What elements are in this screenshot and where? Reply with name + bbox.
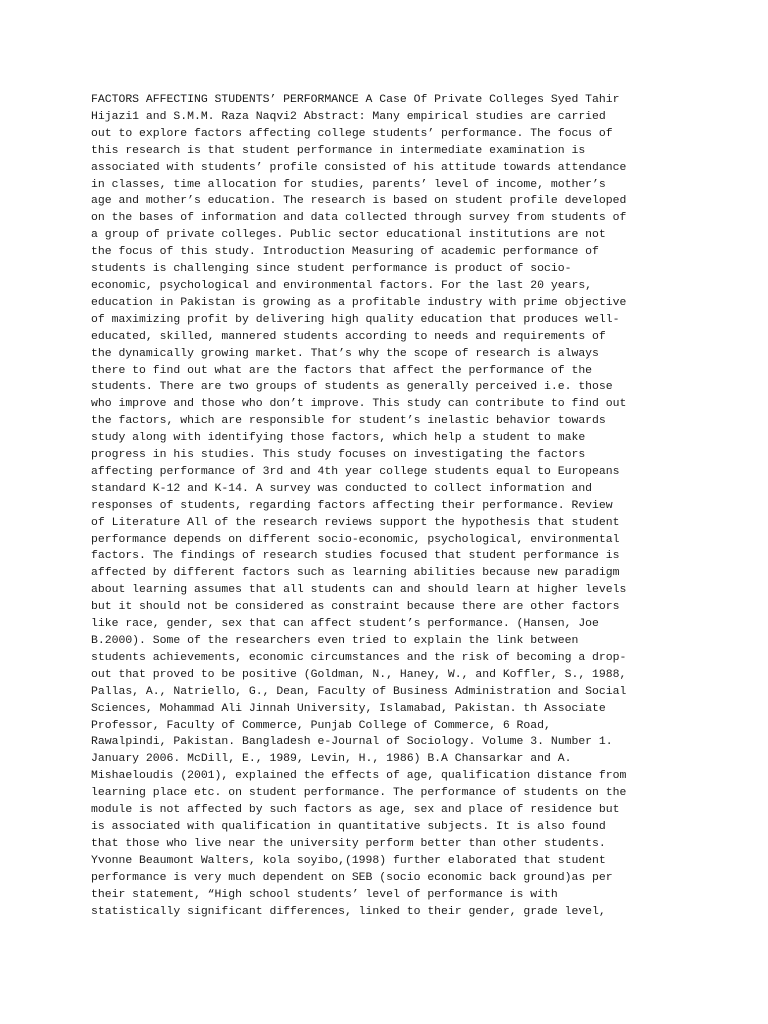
text-line: progress in his studies. This study focuses on investigating the factors — [91, 448, 586, 462]
text-line: economic, psychological and environmental factors. For the last 20 years, — [91, 278, 593, 292]
text-line: Professor, Faculty of Commerce, Punjab College of Commerce, 6 Road, — [91, 718, 551, 732]
text-line: of maximizing profit by delivering high quality education that produces well- — [91, 312, 620, 326]
text-line: there to find out what are the factors that affect the performance of the — [91, 363, 593, 377]
text-line: FACTORS AFFECTING STUDENTS’ PERFORMANCE A Case Of Private Colleges Syed Tahir — [91, 93, 620, 106]
text-line: performance depends on different socio-economic, psychological, environmental — [91, 532, 620, 546]
text-line: module is not affected by such factors as age, sex and place of residence but — [91, 803, 620, 817]
text-line: but it should not be considered as constraint because there are other factors — [91, 600, 620, 614]
text-line: about learning assumes that all students can and should learn at higher levels — [91, 583, 627, 597]
text-line: out that proved to be positive (Goldman, N., Haney, W., and Koffler, S., 1988, — [91, 667, 627, 681]
text-line: is associated with qualification in quantitative subjects. It is also found — [91, 819, 606, 833]
text-line: who improve and those who don’t improve. This study can contribute to find out — [91, 397, 627, 411]
text-line: education in Pakistan is growing as a profitable industry with prime objective — [91, 295, 627, 309]
text-line: the focus of this study. Introduction Measuring of academic performance of — [91, 245, 599, 259]
text-line: B.2000). Some of the researchers even tried to explain the link between — [91, 634, 579, 647]
text-line: January 2006. McDill, E., 1989, Levin, H., 1986) B.A Chansarkar and A. — [91, 752, 572, 766]
text-line: responses of students, regarding factors affecting their performance. Review — [91, 498, 613, 512]
text-line: in classes, time allocation for studies, parents’ level of income, mother’s — [91, 177, 606, 191]
text-line: students is challenging since student performance is product of socio- — [91, 262, 572, 276]
text-line: performance is very much dependent on SEB (socio economic back ground)as per — [91, 870, 613, 884]
text-line: the factors, which are responsible for student’s inelastic behavior towards — [91, 414, 606, 428]
text-line: affecting performance of 3rd and 4th year college students equal to Europeans — [91, 464, 620, 478]
text-line: out to explore factors affecting college students’ performance. The focus of — [91, 126, 613, 140]
text-line: standard K-12 and K-14. A survey was conducted to collect information and — [91, 481, 593, 495]
text-line: Rawalpindi, Pakistan. Bangladesh e-Journal of Sociology. Volume 3. Number 1. — [91, 735, 613, 749]
text-line: study along with identifying those factors, which help a student to make — [91, 431, 586, 445]
text-line: Hijazi1 and S.M.M. Raza Naqvi2 Abstract: Many empirical studies are carried — [91, 109, 606, 123]
text-line: students. There are two groups of students as generally perceived i.e. those — [91, 380, 613, 394]
text-line: a group of private colleges. Public sector educational institutions are not — [91, 228, 606, 242]
text-line: learning place etc. on student performance. The performance of students on the — [91, 786, 627, 800]
text-line: Pallas, A., Natriello, G., Dean, Faculty of Business Administration and Social — [91, 684, 627, 698]
text-line: like race, gender, sex that can affect student’s performance. (Hansen, Joe — [91, 617, 599, 631]
text-line: students achievements, economic circumstances and the risk of becoming a drop- — [91, 650, 627, 664]
text-line: affected by different factors such as learning abilities because new paradigm — [91, 566, 620, 580]
text-line: Yvonne Beaumont Walters, kola soyibo,(1998) further elaborated that student — [91, 853, 606, 867]
text-line: of Literature All of the research reviews support the hypothesis that student — [91, 515, 620, 529]
text-line: on the bases of information and data collected through survey from students of — [91, 211, 627, 225]
text-line: educated, skilled, mannered students according to needs and requirements of — [91, 329, 606, 343]
text-line: Sciences, Mohammad Ali Jinnah University, Islamabad, Pakistan. th Associate — [91, 701, 606, 715]
text-line: statistically significant differences, linked to their gender, grade level, — [91, 904, 606, 918]
text-line: factors. The findings of research studies focused that student performance is — [91, 549, 620, 563]
text-line: Mishaeloudis (2001), explained the effects of age, qualification distance from — [91, 769, 627, 783]
text-line: the dynamically growing market. That’s why the scope of research is always — [91, 346, 599, 360]
text-line: this research is that student performance in intermediate examination is — [91, 143, 586, 157]
text-line: that those who live near the university perform better than other students. — [91, 836, 606, 850]
text-line: age and mother’s education. The research is based on student profile developed — [91, 194, 627, 208]
document-body-text — [91, 92, 691, 920]
text-line: their statement, “High school students’ level of performance is with — [91, 887, 558, 901]
text-line: associated with students’ profile consisted of his attitude towards attendance — [91, 160, 627, 174]
